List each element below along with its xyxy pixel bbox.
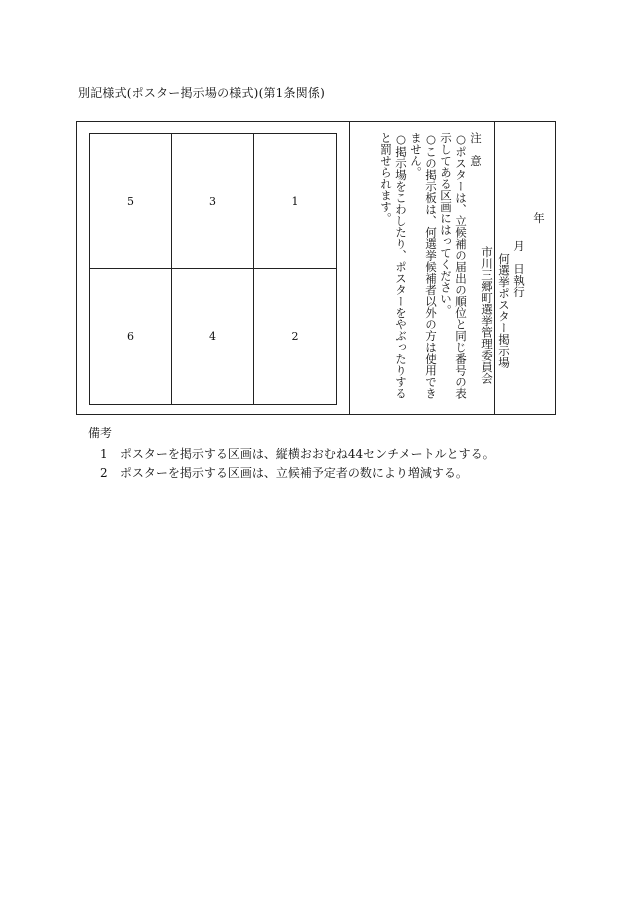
remarks-heading: 備考 <box>88 426 113 440</box>
grid-cell-3: 3 <box>172 134 254 269</box>
grid-cell-6: 6 <box>90 269 172 404</box>
grid-cell-1: 1 <box>254 134 336 269</box>
note-item-1: ○ポスターは、立候補の届出の順位と同じ番号の表示してある区画にはってください。 <box>439 132 468 399</box>
grid-cell-2: 2 <box>291 330 299 343</box>
grid-cell-4: 4 <box>172 269 254 404</box>
form-title: 別記様式(ポスター掲示場の様式)(第1条関係) <box>78 86 325 100</box>
remark-text: ポスターを掲示する区画は、立候補予定者の数により増減する。 <box>119 466 468 480</box>
issuer-date: 月 日執行 <box>512 240 526 298</box>
poster-grid <box>89 133 337 405</box>
divider-grid-notes <box>349 122 350 414</box>
divider-notes-issuer <box>494 122 495 414</box>
remark-text: ポスターを掲示する区画は、縦横おおむね44センチメートルとする。 <box>119 447 495 461</box>
note-item-2: ○この掲示板は、何選挙候補者以外の方は使用できません。 <box>409 132 438 399</box>
issuer-year: 年 <box>532 212 546 224</box>
note-item-3: ○掲示場をこわしたり、ポスターをやぶったりすると罰せられます。 <box>379 132 408 399</box>
remark-number: 2 <box>100 466 108 480</box>
poster-board-diagram <box>76 121 556 415</box>
notes-heading: 注 意 <box>469 132 483 167</box>
remark-item-2 <box>100 464 495 481</box>
remarks-section <box>88 424 495 483</box>
issuer-place: 何選挙ポスター掲示場 <box>497 253 511 368</box>
notes-section <box>365 132 483 407</box>
grid-cell-5: 5 <box>90 134 172 269</box>
remark-item-1 <box>100 445 495 462</box>
issuer-committee: 市川三郷町選挙管理委員会 <box>480 246 494 384</box>
remark-number: 1 <box>100 447 108 461</box>
